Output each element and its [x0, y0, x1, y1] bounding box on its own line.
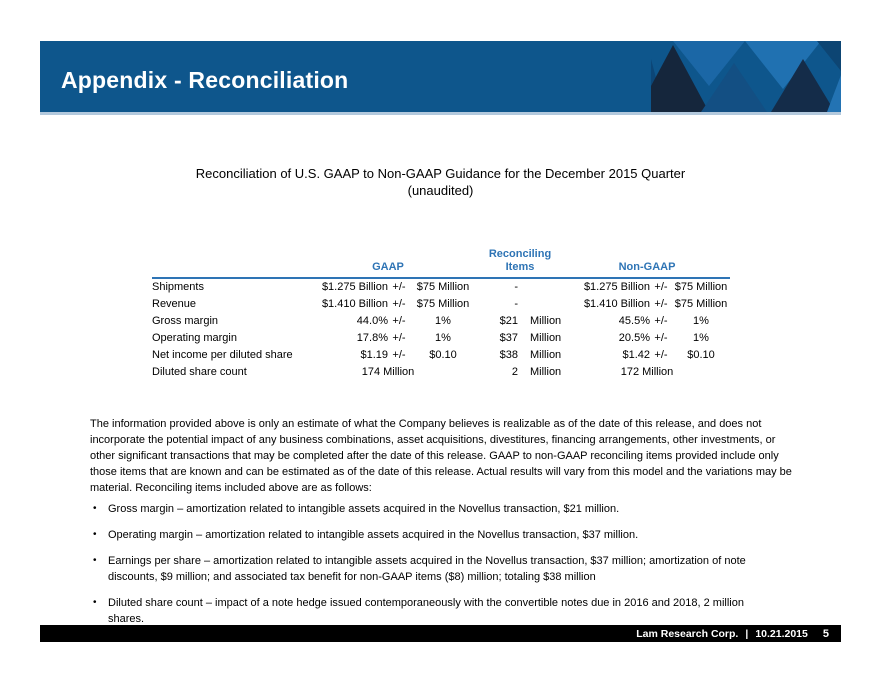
- page-title: Appendix - Reconciliation: [61, 66, 349, 93]
- footer-page-number: 5: [822, 627, 829, 640]
- gaap-tolerance-cell: $75 Million: [416, 297, 470, 310]
- row-label: Revenue: [152, 297, 197, 310]
- table-row: [152, 346, 730, 363]
- non-gaap-tolerance-cell: $75 Million: [674, 281, 728, 293]
- non-gaap-plus-minus-cell: +/-: [654, 297, 668, 310]
- footer-separator: |: [745, 627, 749, 640]
- reconciling-unit-cell: [522, 295, 564, 312]
- reconciling-value-cell: $21: [499, 314, 518, 327]
- gaap-plus-minus-cell: +/-: [392, 348, 406, 361]
- non-gaap-plus-minus-cell: +/-: [654, 348, 668, 361]
- list-item: [93, 595, 773, 627]
- table-row: [152, 329, 730, 346]
- table-row: [152, 363, 730, 380]
- gaap-plus-minus-cell: +/-: [392, 297, 406, 310]
- non-gaap-plus-minus-cell: +/-: [654, 331, 668, 344]
- reconciling-header-line-1: Reconciling: [488, 248, 552, 260]
- list-item: [93, 527, 773, 543]
- footer-date: 10.21.2015: [755, 627, 808, 640]
- label-column-header: [152, 248, 300, 278]
- gaap-value-cell: $1.410 Billion: [321, 297, 388, 310]
- row-label: Net income per diluted share: [152, 348, 293, 361]
- non-gaap-tolerance-cell: $0.10: [687, 348, 715, 361]
- bullet-text: Earnings per share – amortization related to intangible assets acquired in the Novellus transaction, $37 million; amortization of note discounts, $9 million; and associated tax benefit for non-GAAP items ($8) million; totaling $38 million: [108, 555, 746, 583]
- subtitle-line-2: (unaudited): [407, 183, 474, 198]
- bullet-marker: •: [93, 555, 97, 566]
- gaap-plus-minus-cell: +/-: [392, 281, 406, 293]
- gaap-tolerance-cell: $0.10: [429, 348, 457, 361]
- disclaimer-paragraph: The information provided above is only an estimate of what the Company believes is realizable as of the date of this release, and does not incorporate the potential impact of any business combinations, asset acquisitions, divestitures, financing arrangements, other investments, or other significant transactions that may be completed after the date of this release. GAAP to non-GAAP reconciling items provided include only those items that are known and can be estimated as of the date of this release. Actual results will vary from this model and the variations may be material. Reconciling items included above are as follows:: [90, 418, 792, 494]
- bullet-text: Gross margin – amortization related to intangible assets acquired in the Novellus transaction, $21 million.: [108, 503, 620, 515]
- non-gaap-value-cell: $1.410 Billion: [583, 297, 650, 310]
- table-row: [152, 312, 730, 329]
- footer-company: Lam Research Corp.: [636, 627, 739, 640]
- reconciling-value-cell: -: [514, 281, 518, 293]
- reconciling-unit-cell: Million: [530, 331, 562, 344]
- non-gaap-tolerance-cell: $75 Million: [674, 297, 728, 310]
- non-gaap-plus-minus-cell: +/-: [654, 314, 668, 327]
- reconciling-unit-cell: Million: [530, 365, 562, 378]
- non-gaap-value-cell: 20.5%: [618, 331, 650, 344]
- row-label: Operating margin: [152, 331, 237, 344]
- reconciling-value-cell: $37: [499, 331, 518, 344]
- gaap-tolerance-cell: 1%: [435, 331, 451, 344]
- non-gaap-value-cell: $1.42: [622, 348, 650, 361]
- slide-subtitle: [40, 165, 841, 199]
- gaap-span-cell: 174 Million: [361, 365, 415, 378]
- gaap-value-cell: 44.0%: [356, 314, 388, 327]
- row-label: Shipments: [152, 281, 204, 293]
- list-item: [93, 501, 773, 517]
- row-label: Gross margin: [152, 314, 219, 327]
- gaap-value-cell: $1.19: [360, 348, 388, 361]
- non-gaap-plus-minus-cell: +/-: [654, 281, 668, 293]
- reconciliation-table: [152, 248, 730, 380]
- gaap-value-cell: $1.275 Billion: [321, 281, 388, 293]
- row-label: Diluted share count: [152, 365, 247, 378]
- header-accent-strip: [40, 112, 841, 115]
- gaap-tolerance-cell: $75 Million: [416, 281, 470, 293]
- bullet-marker: •: [93, 503, 97, 514]
- reconciling-unit-cell: Million: [530, 348, 562, 361]
- subtitle-line-1: Reconciliation of U.S. GAAP to Non-GAAP Guidance for the December 2015 Quarter: [195, 166, 686, 181]
- gaap-tolerance-cell: 1%: [435, 314, 451, 327]
- gaap-column-header: GAAP: [300, 248, 476, 278]
- footer-bar: [40, 625, 841, 642]
- bullet-text: Operating margin – amortization related to intangible assets acquired in the Novellus transaction, $37 million.: [108, 529, 639, 541]
- reconciling-items-column-header: [476, 248, 564, 278]
- non-gaap-value-cell: $1.275 Billion: [583, 281, 650, 293]
- bullet-list: [93, 501, 773, 637]
- list-item: [93, 553, 773, 585]
- non-gaap-column-header: Non-GAAP: [564, 248, 730, 278]
- bullet-text: Diluted share count – impact of a note hedge issued contemporaneously with the convertible notes due in 2016 and 2018, 2 million shares.: [108, 597, 744, 625]
- non-gaap-value-cell: 45.5%: [618, 314, 650, 327]
- table-row: [152, 295, 730, 312]
- header-bar: [40, 41, 841, 112]
- reconciling-unit-cell: [522, 278, 564, 295]
- reconciling-value-cell: $38: [499, 348, 518, 361]
- non-gaap-tolerance-cell: 1%: [693, 331, 709, 344]
- triangle-mosaic-decoration: [651, 41, 841, 112]
- non-gaap-span-cell: 172 Million: [620, 365, 674, 378]
- table-row: [152, 278, 730, 295]
- non-gaap-tolerance-cell: 1%: [693, 314, 709, 327]
- reconciling-value-cell: -: [514, 297, 518, 310]
- bullet-marker: •: [93, 597, 97, 608]
- gaap-value-cell: 17.8%: [356, 331, 388, 344]
- bullet-marker: •: [93, 529, 97, 540]
- reconciling-unit-cell: Million: [530, 314, 562, 327]
- reconciling-value-cell: 2: [511, 365, 518, 378]
- reconciling-header-line-2: Items: [505, 261, 535, 273]
- table-header-row: [152, 248, 730, 278]
- gaap-plus-minus-cell: +/-: [392, 314, 406, 327]
- gaap-plus-minus-cell: +/-: [392, 331, 406, 344]
